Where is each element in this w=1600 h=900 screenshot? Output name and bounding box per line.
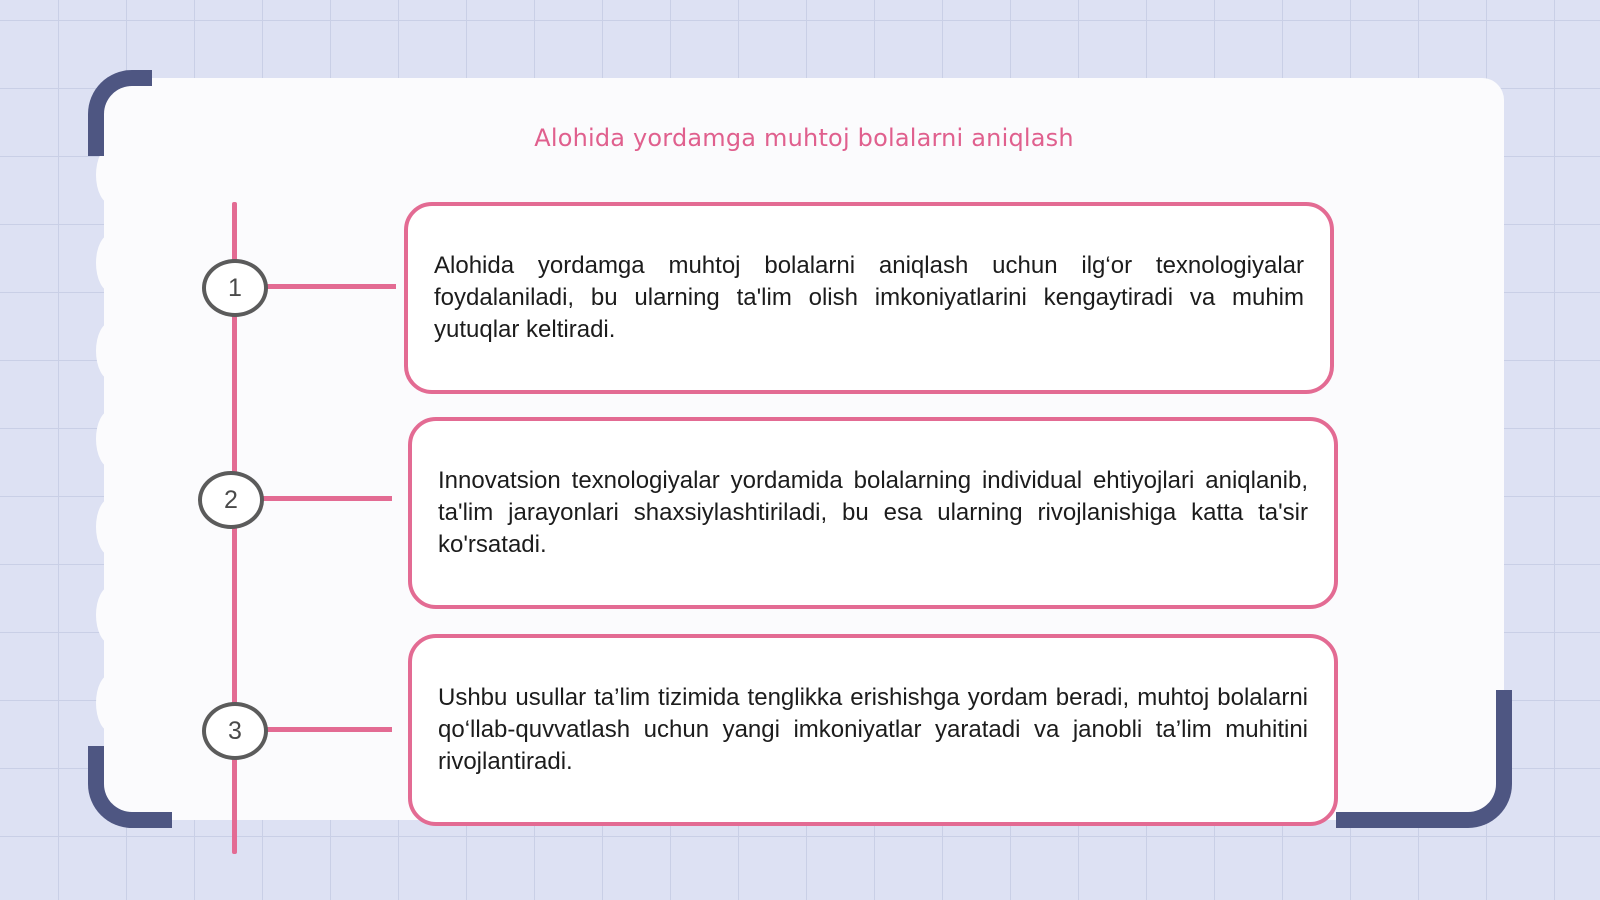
card-scallop — [96, 322, 126, 380]
timeline-connector — [262, 496, 392, 501]
step-number: 2 — [224, 485, 238, 514]
step-card — [408, 417, 1338, 609]
step-number: 1 — [228, 273, 242, 302]
step-text: Innovatsion texnologiyalar yordamida bolalarning individual ehtiyojlari aniqlanib, ta'lim jarayonlari shaxsiylashtiriladi, bu esa ularning rivojlanishiga katta ta'sir ko'rsatadi. — [438, 467, 1308, 558]
corner-bracket-bottom-right — [1336, 690, 1512, 828]
card-scallop — [96, 234, 126, 292]
card-scallop — [96, 674, 126, 732]
step-number-circle — [202, 702, 268, 760]
card-scallop — [96, 498, 126, 556]
step-text: Ushbu usullar ta’lim tizimida tenglikka erishishga yordam beradi, muhtoj bolalarni qo‘llab-quvvatlash uchun yangi imkoniyatlar yaratadi va janobli ta’lim muhitini rivojlantiradi. — [438, 684, 1308, 775]
step-card — [404, 202, 1334, 394]
card-scallop — [96, 410, 126, 468]
step-number-circle — [202, 259, 268, 317]
step-number-circle — [198, 471, 264, 529]
step-card — [408, 634, 1338, 826]
step-text: Alohida yordamga muhtoj bolalarni aniqlash uchun ilg‘or texnologiyalar foydalaniladi, bu ularning ta'lim olish imkoniyatlarini kengaytiradi va muhim yutuqlar keltiradi. — [434, 252, 1304, 343]
step-number: 3 — [228, 716, 242, 745]
timeline-connector — [266, 727, 392, 732]
timeline-connector — [266, 284, 396, 289]
corner-bracket-bottom-left — [88, 746, 172, 828]
slide-title: Alohida yordamga muhtoj bolalarni aniqlash — [534, 124, 1074, 152]
card-scallop — [96, 586, 126, 644]
